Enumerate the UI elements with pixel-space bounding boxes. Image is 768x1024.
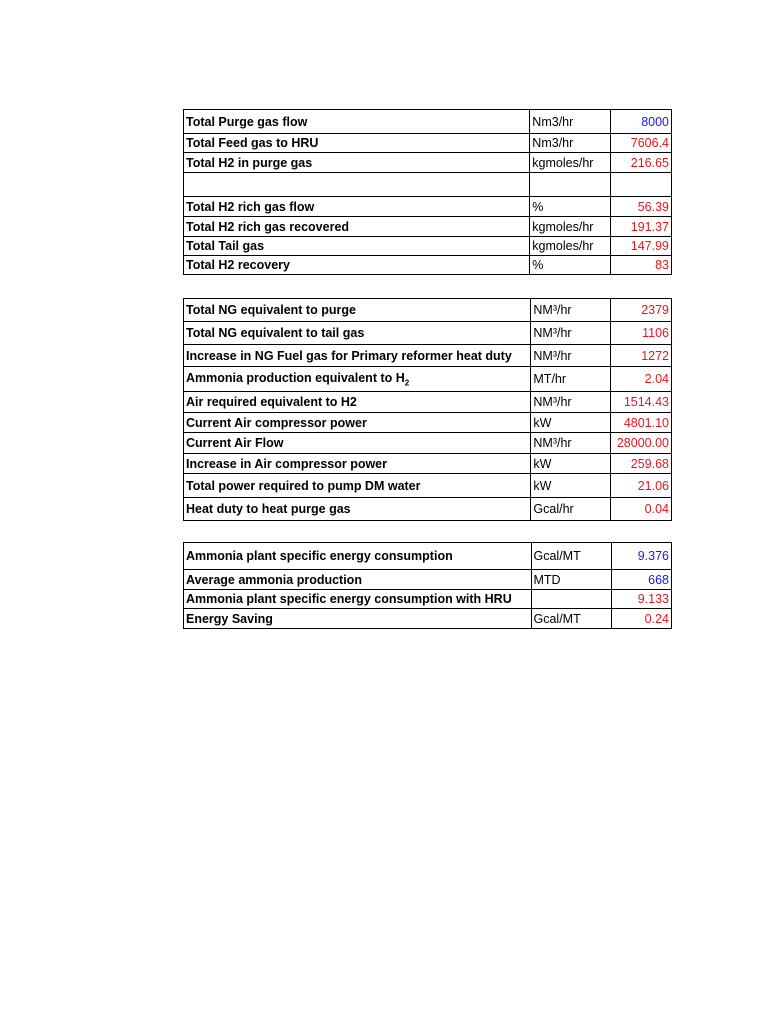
row-unit: MT/hr	[531, 367, 611, 392]
row-label: Heat duty to heat purge gas	[184, 498, 531, 521]
table-row	[184, 134, 672, 153]
row-value: 147.99	[611, 237, 672, 256]
table-row	[184, 392, 672, 413]
table-row	[184, 454, 672, 474]
row-unit: Gcal/MT	[531, 543, 611, 570]
row-label: Increase in NG Fuel gas for Primary reformer heat duty	[184, 345, 531, 367]
table-row	[184, 322, 672, 345]
row-unit: kW	[531, 454, 611, 474]
row-label: Current Air Flow	[184, 433, 531, 454]
row-unit: NM³/hr	[531, 433, 611, 454]
row-unit: MTD	[531, 570, 611, 590]
row-unit: kgmoles/hr	[530, 217, 611, 237]
row-value: 2379	[611, 299, 672, 322]
row-value: 28000.00	[611, 433, 672, 454]
row-label: Ammonia plant specific energy consumption	[184, 543, 532, 570]
row-value: 8000	[611, 110, 672, 134]
row-label: Total H2 rich gas recovered	[184, 217, 530, 237]
row-value: 7606.4	[611, 134, 672, 153]
row-label: Air required equivalent to H2	[184, 392, 531, 413]
table-row	[184, 153, 672, 173]
row-label: Total H2 in purge gas	[184, 153, 530, 173]
table-row	[184, 570, 672, 590]
row-value: 216.65	[611, 153, 672, 173]
row-label: Current Air compressor power	[184, 413, 531, 433]
row-unit: %	[530, 256, 611, 275]
row-label: Total Purge gas flow	[184, 110, 530, 134]
row-unit	[531, 590, 611, 609]
row-label: Total Feed gas to HRU	[184, 134, 530, 153]
row-value: 1106	[611, 322, 672, 345]
row-value: 83	[611, 256, 672, 275]
row-value: 259.68	[611, 454, 672, 474]
row-unit	[530, 173, 611, 197]
row-unit: Gcal/hr	[531, 498, 611, 521]
purge-gas-rows	[184, 110, 672, 275]
purge-gas-table	[183, 109, 672, 275]
table-row	[184, 217, 672, 237]
row-label: Average ammonia production	[184, 570, 532, 590]
row-unit: NM³/hr	[531, 345, 611, 367]
table-row	[184, 110, 672, 134]
row-unit: kW	[531, 474, 611, 498]
row-label: Ammonia production equivalent to $H_2$	[184, 367, 531, 392]
row-unit: kgmoles/hr	[530, 153, 611, 173]
row-value: 2.04	[611, 367, 672, 392]
row-label: Total H2 recovery	[184, 256, 530, 275]
row-value: 0.24	[611, 609, 671, 629]
ng-air-power-table	[183, 298, 672, 521]
row-label	[184, 173, 530, 197]
row-value: 9.376	[611, 543, 671, 570]
row-unit: Nm3/hr	[530, 110, 611, 134]
table-row	[184, 173, 672, 197]
table-row	[184, 299, 672, 322]
row-unit: Nm3/hr	[530, 134, 611, 153]
row-unit: kgmoles/hr	[530, 237, 611, 256]
row-unit: kW	[531, 413, 611, 433]
table-row	[184, 474, 672, 498]
row-label: Energy Saving	[184, 609, 532, 629]
row-value: 21.06	[611, 474, 672, 498]
row-label: Ammonia plant specific energy consumption with HRU	[184, 590, 532, 609]
row-value: 1514.43	[611, 392, 672, 413]
row-label: Total NG equivalent to tail gas	[184, 322, 531, 345]
row-label: Total power required to pump DM water	[184, 474, 531, 498]
row-unit: %	[530, 197, 611, 217]
row-value: 668	[611, 570, 671, 590]
energy-consumption-table	[183, 542, 672, 629]
table-row	[184, 345, 672, 367]
row-value: 9.133	[611, 590, 671, 609]
row-label: Total H2 rich gas flow	[184, 197, 530, 217]
row-value	[611, 173, 672, 197]
energy-consumption-rows	[184, 543, 672, 629]
ng-air-power-rows	[184, 299, 672, 521]
table-row	[184, 237, 672, 256]
row-unit: NM³/hr	[531, 299, 611, 322]
row-label: Total Tail gas	[184, 237, 530, 256]
row-value: 1272	[611, 345, 672, 367]
table-row	[184, 367, 672, 392]
row-unit: Gcal/MT	[531, 609, 611, 629]
table-row	[184, 590, 672, 609]
table-row	[184, 197, 672, 217]
row-label: Total NG equivalent to purge	[184, 299, 531, 322]
table-row	[184, 256, 672, 275]
row-unit: NM³/hr	[531, 392, 611, 413]
row-value: 4801.10	[611, 413, 672, 433]
table-row	[184, 498, 672, 521]
row-value: 191.37	[611, 217, 672, 237]
table-row	[184, 609, 672, 629]
row-unit: NM³/hr	[531, 322, 611, 345]
row-value: 0.04	[611, 498, 672, 521]
table-row	[184, 413, 672, 433]
table-row	[184, 433, 672, 454]
row-value: 56.39	[611, 197, 672, 217]
table-row	[184, 543, 672, 570]
row-label: Increase in Air compressor power	[184, 454, 531, 474]
